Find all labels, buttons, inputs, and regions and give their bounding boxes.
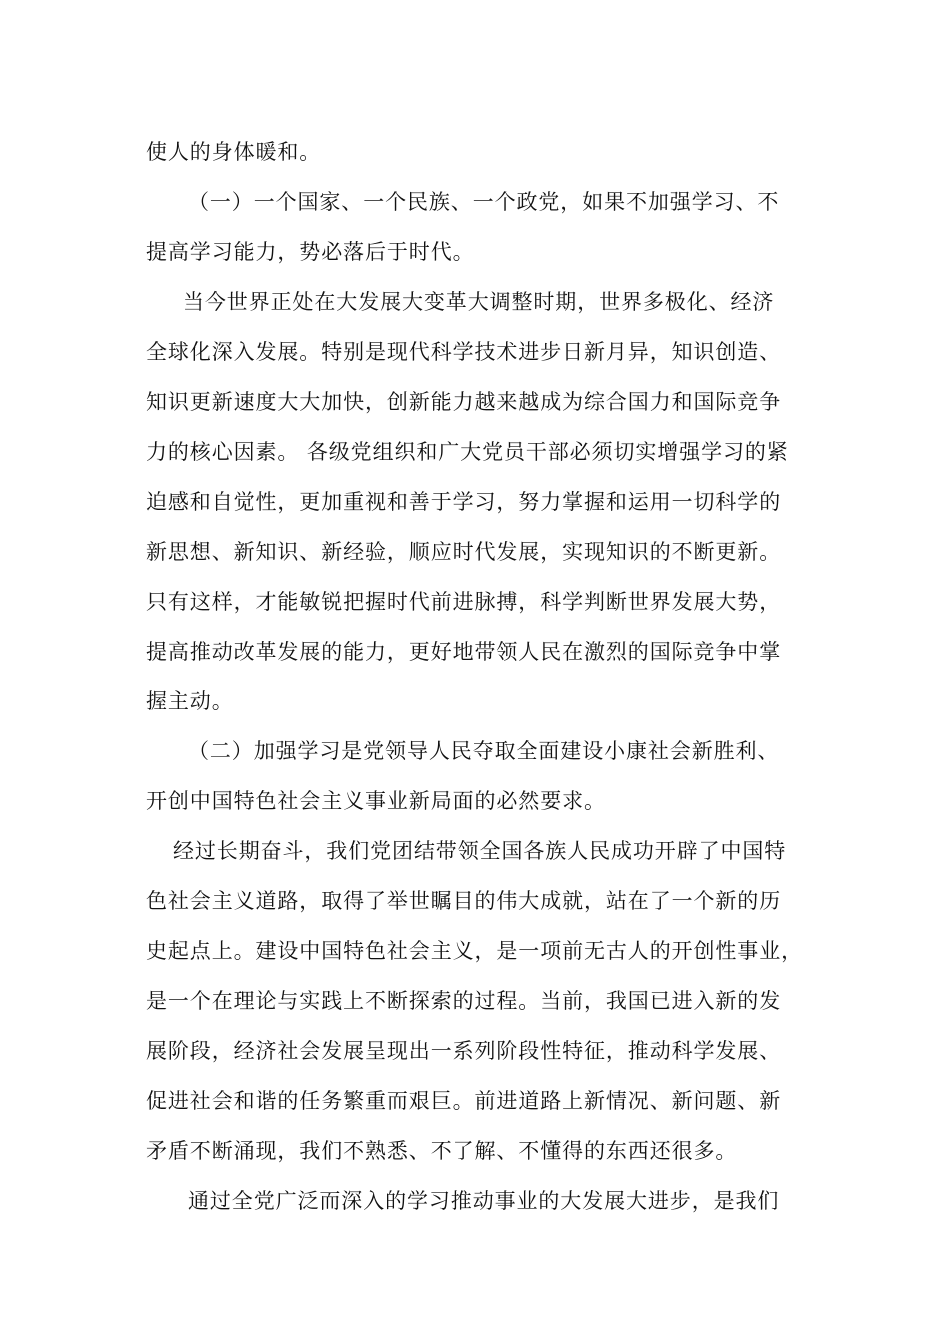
paragraph-first-line: 当今世界正处在大发展大变革大调整时期，世界多极化、经济 xyxy=(183,290,775,314)
text-line: 全球化深入发展。特别是现代科学技术进步日新月异，知识创造、 xyxy=(146,340,782,364)
text-line: 提高推动改革发展的能力，更好地带领人民在激烈的国际竞争中掌 xyxy=(146,640,782,664)
text-line: 促进社会和谐的任务繁重而艰巨。前进道路上新情况、新问题、新 xyxy=(146,1089,782,1113)
text-line: 史起点上。建设中国特色社会主义，是一项前无古人的开创性事业， xyxy=(146,939,803,963)
text-line: 矛盾不断涌现，我们不熟悉、不了解、不懂得的东西还很多。 xyxy=(146,1139,738,1163)
text-line: 知识更新速度大大加快，创新能力越来越成为综合国力和国际竞争 xyxy=(146,390,782,414)
section-heading-2: （二）加强学习是党领导人民夺取全面建设小康社会新胜利、 xyxy=(188,739,780,763)
paragraph-first-line: 经过长期奋斗，我们党团结带领全国各族人民成功开辟了中国特 xyxy=(173,839,787,863)
section-heading-1-cont: 提高学习能力，势必落后于时代。 xyxy=(146,240,475,264)
paragraph-first-line: 通过全党广泛而深入的学习推动事业的大发展大进步，是我们 xyxy=(188,1189,780,1213)
text-line: 色社会主义道路，取得了举世瞩目的伟大成就，站在了一个新的历 xyxy=(146,889,782,913)
text-line: 展阶段，经济社会发展呈现出一系列阶段性特征，推动科学发展、 xyxy=(146,1039,782,1063)
section-heading-2-cont: 开创中国特色社会主义事业新局面的必然要求。 xyxy=(146,789,606,813)
text-line: 新思想、新知识、新经验，顺应时代发展，实现知识的不断更新。 xyxy=(146,540,782,564)
text-line: 握主动。 xyxy=(146,689,234,713)
text-line: 是一个在理论与实践上不断探索的过程。当前，我国已进入新的发 xyxy=(146,989,782,1013)
text-line: 力的核心因素。 各级党组织和广大党员干部必须切实增强学习的紧 xyxy=(146,440,789,464)
text-line: 使人的身体暖和。 xyxy=(146,140,322,164)
section-heading-1: （一）一个国家、一个民族、一个政党，如果不加强学习、不 xyxy=(188,190,780,214)
text-line: 只有这样，才能敏锐把握时代前进脉搏，科学判断世界发展大势， xyxy=(146,590,782,614)
text-line: 迫感和自觉性，更加重视和善于学习，努力掌握和运用一切科学的 xyxy=(146,490,782,514)
